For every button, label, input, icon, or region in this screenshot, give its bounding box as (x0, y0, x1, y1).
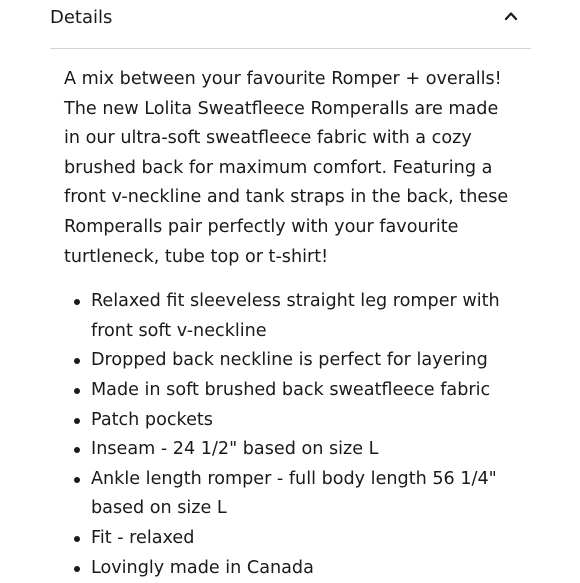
list-item (64, 465, 521, 524)
bullet-icon (74, 388, 80, 394)
list-item (64, 524, 521, 554)
bullet-icon (74, 447, 80, 453)
bullet-icon (74, 299, 80, 305)
bullet-icon (74, 536, 80, 542)
bullet-icon (74, 477, 80, 483)
feature-text: Patch pockets (91, 410, 213, 430)
list-item (64, 287, 521, 346)
chevron-up-icon[interactable] (503, 8, 519, 24)
list-item (64, 435, 521, 465)
details-content (50, 49, 531, 583)
feature-text: Inseam - 24 1/2" based on size L (91, 439, 378, 459)
feature-text: Dropped back neckline is perfect for layering (91, 350, 488, 370)
bullet-icon (74, 418, 80, 424)
feature-text: Made in soft brushed back sweatfleece fabric (91, 380, 490, 400)
list-item (64, 406, 521, 436)
feature-text: Fit - relaxed (91, 528, 194, 548)
list-item (64, 346, 521, 376)
bullet-icon (74, 566, 80, 572)
feature-list (64, 287, 531, 583)
feature-text: Ankle length romper - full body length 56 1/4" based on size L (91, 469, 497, 519)
bullet-icon (74, 358, 80, 364)
feature-text: Relaxed fit sleeveless straight leg romper with front soft v-neckline (91, 291, 500, 341)
feature-text: Lovingly made in Canada (91, 558, 314, 578)
details-accordion (50, 0, 531, 583)
list-item (64, 554, 521, 583)
product-description: A mix between your favourite Romper + overalls! The new Lolita Sweatfleece Romperalls are made in our ultra-soft sweatfleece fabric with a cozy brushed back for maximum comfort. Featuring a front v-neckline and tank straps in the back, these Romperalls pair perfectly with your favourite turtleneck, tube top or t-shirt! (64, 65, 519, 272)
details-title: Details (50, 6, 112, 30)
list-item (64, 376, 521, 406)
details-accordion-header[interactable] (50, 0, 531, 49)
